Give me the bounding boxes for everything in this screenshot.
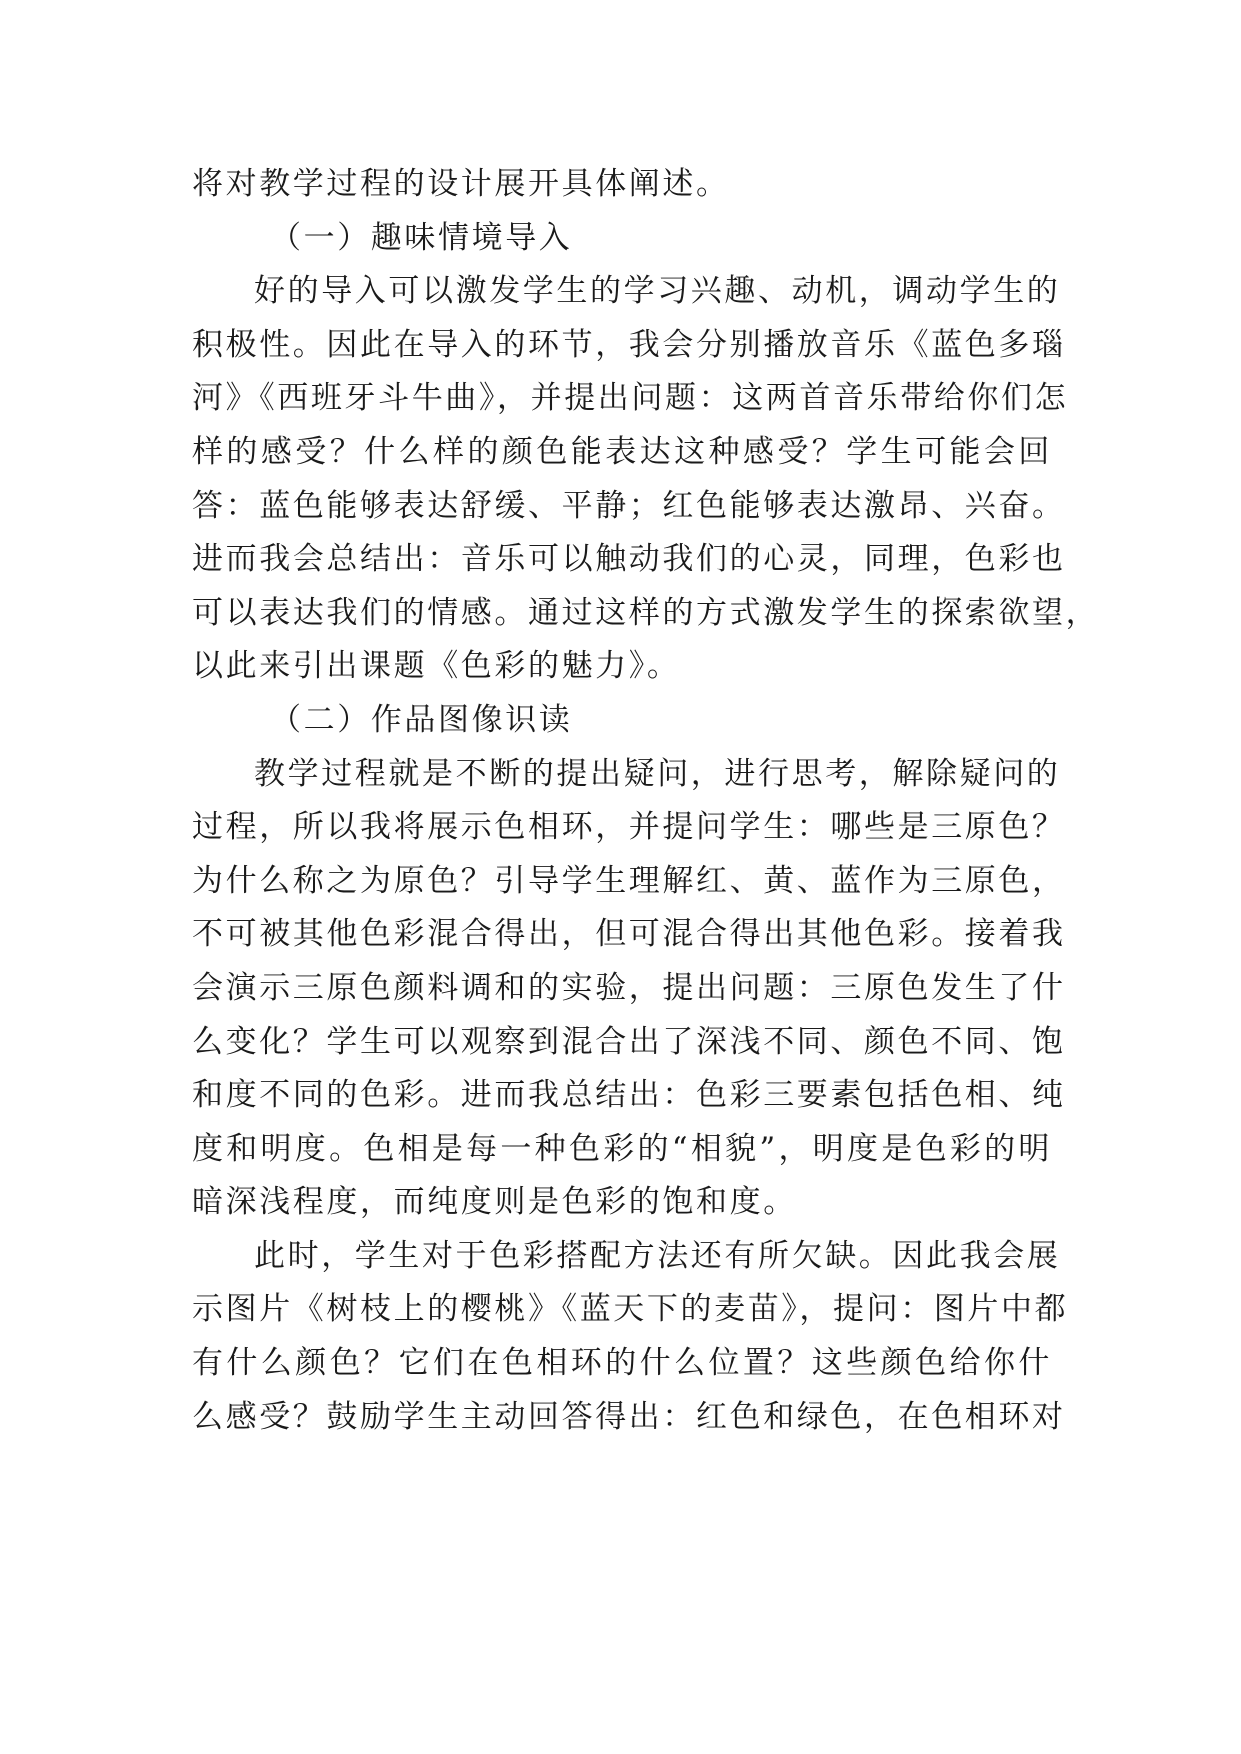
text-line: 答：蓝色能够表达舒缓、平静；红色能够表达激昂、兴奋。 [192, 487, 1066, 524]
text-line: 和度不同的色彩。进而我总结出：色彩三要素包括色相、纯 [192, 1077, 1066, 1114]
text-line: 么感受？鼓励学生主动回答得出：红色和绿色，在色相环对 [192, 1398, 1066, 1435]
text-line: 暗深浅程度，而纯度则是色彩的饱和度。 [192, 1184, 797, 1221]
text-line: 此时，学生对于色彩搭配方法还有所欠缺。因此我会展 [254, 1237, 1061, 1274]
text-line: 样的感受？什么样的颜色能表达这种感受？学生可能会回 [192, 433, 1052, 470]
text-line: 进而我会总结出：音乐可以触动我们的心灵，同理，色彩也 [192, 541, 1066, 578]
text-line: 会演示三原色颜料调和的实验，提出问题：三原色发生了什 [192, 969, 1066, 1006]
document-body [192, 158, 1100, 1444]
text-line: 可以表达我们的情感。通过这样的方式激发学生的探索欲望， [192, 594, 1100, 631]
text-line: 教学过程就是不断的提出疑问，进行思考，解除疑问的 [254, 755, 1061, 792]
text-line: 积极性。因此在导入的环节，我会分别播放音乐《蓝色多瑙 [192, 326, 1066, 363]
text-line: 过程，所以我将展示色相环，并提问学生：哪些是三原色？ [192, 809, 1066, 846]
text-line: 好的导入可以激发学生的学习兴趣、动机，调动学生的 [254, 273, 1061, 310]
text-line: 河》《西班牙斗牛曲》，并提出问题：这两首音乐带给你们怎 [192, 380, 1069, 417]
text-line: 为什么称之为原色？引导学生理解红、黄、蓝作为三原色， [192, 862, 1066, 899]
text-line: 度和明度。色相是每一种色彩的“相貌”，明度是色彩的明 [192, 1130, 1052, 1167]
text-line: 将对教学过程的设计展开具体阐述。 [192, 166, 730, 202]
text-line: 以此来引出课题《色彩的魅力》。 [192, 648, 681, 685]
text-line: 示图片《树枝上的樱桃》《蓝天下的麦苗》，提问：图片中都 [192, 1291, 1069, 1328]
section-heading-2: （二）作品图像识读 [270, 701, 573, 738]
section-heading-1: （一）趣味情境导入 [270, 219, 573, 256]
text-line: 么变化？学生可以观察到混合出了深浅不同、颜色不同、饱 [192, 1023, 1066, 1060]
text-line: 有什么颜色？它们在色相环的什么位置？这些颜色给你什 [192, 1345, 1052, 1382]
text-line: 不可被其他色彩混合得出，但可混合得出其他色彩。接着我 [192, 916, 1066, 953]
